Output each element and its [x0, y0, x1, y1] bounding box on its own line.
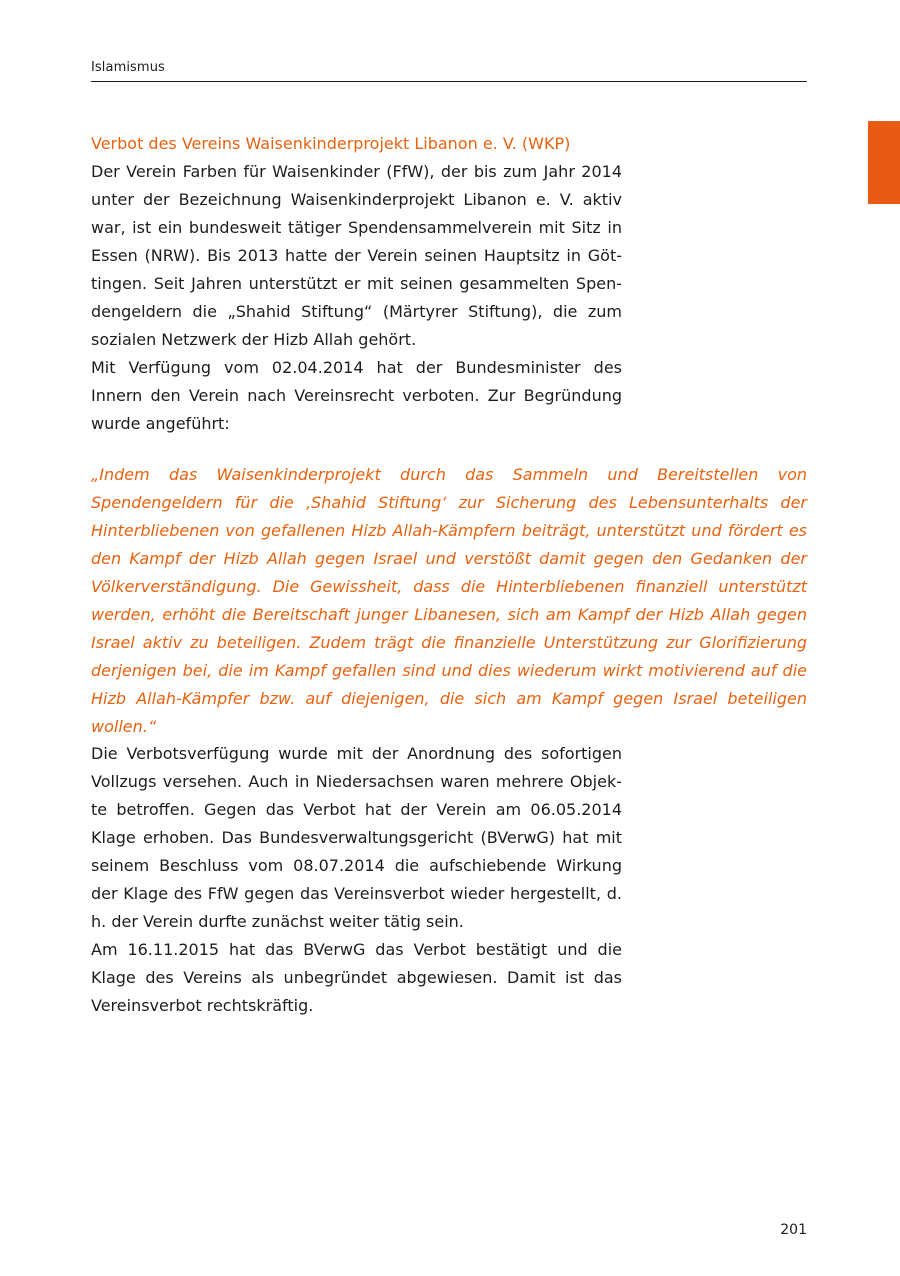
paragraph-2: Mit Verfügung vom 02.04.2014 hat der Bundesminister des Innern den Verein nach Vereinsrecht verboten. Zur Begründung wurde angeführt:: [91, 358, 622, 433]
paragraph-4: Am 16.11.2015 hat das BVerwG das Verbot bestätigt und die Klage des Vereins als unbegründet abgewiesen. Damit ist das Vereinsverbot rechtskräftig.: [91, 940, 622, 1015]
paragraph-3: Die Verbotsverfügung wurde mit der Anordnung des sofortigen Vollzugs versehen. Auch in Niedersachsen waren mehrere Objekte betroffen. Gegen das Verbot hat der Verein am 06.05.2014 Klage erhoben. Das Bundesverwaltungsgericht (BVerwG) hat mit seinem Beschluss vom 08.07.2014 die aufschiebende Wirkung der Klage des FfW gegen das Vereinsverbot wieder hergestellt, d. h. der Verein durfte zunächst weiter tätig sein.: [91, 744, 622, 931]
section-title: Verbot des Vereins Waisenkinderprojekt Libanon e. V. (WKP): [91, 134, 571, 153]
running-head-title: Islamismus: [91, 60, 165, 75]
section-intro: [91, 130, 622, 438]
section-outcome: [91, 740, 622, 1020]
header-divider: [91, 81, 807, 82]
ban-justification-quote: „Indem das Waisenkinderprojekt durch das Sammeln und Bereitstellen von Spendengeldern für die ‚Shahid Stiftung‘ zur Sicherung des Lebensunterhalts der Hinterbliebenen von gefallenen Hizb Allah-Kämpfern beiträgt, unterstützt und fördert es den Kampf der Hizb Allah gegen Israel und verstößt damit gegen den Gedanken der Völkerverständigung. Die Gewissheit, dass die Hinterbliebenen finanziell unterstützt werden, erhöht die Bereitschaft junger Libanesen, sich am Kampf der Hizb Allah gegen Israel aktiv zu beteiligen. Zudem trägt die finanzielle Unterstützung zur Glorifizierung derjenigen bei, die im Kampf gefallen sind und dies wiederum wirkt motivierend auf die Hizb Allah-Kämpfer bzw. auf diejenigen, die sich am Kampf gegen Israel beteiligen wollen.“: [91, 465, 807, 736]
chapter-tab-marker: [868, 121, 900, 204]
paragraph-1: Der Verein Farben für Waisenkinder (FfW), der bis zum Jahr 2014 unter der Bezeichnung Waisenkinderprojekt Libanon e. V. aktiv war, ist ein bundesweit tätiger Spendensammelverein mit Sitz in Essen (NRW). Bis 2013 hatte der Verein seinen Hauptsitz in Göttingen. Seit Jahren unterstützt er mit seinen gesammelten Spendengeldern die „Shahid Stiftung“ (Märtyrer Stiftung), die zum sozialen Netzwerk der Hizb Allah gehört.: [91, 162, 622, 349]
page-number: 201: [780, 1222, 807, 1238]
